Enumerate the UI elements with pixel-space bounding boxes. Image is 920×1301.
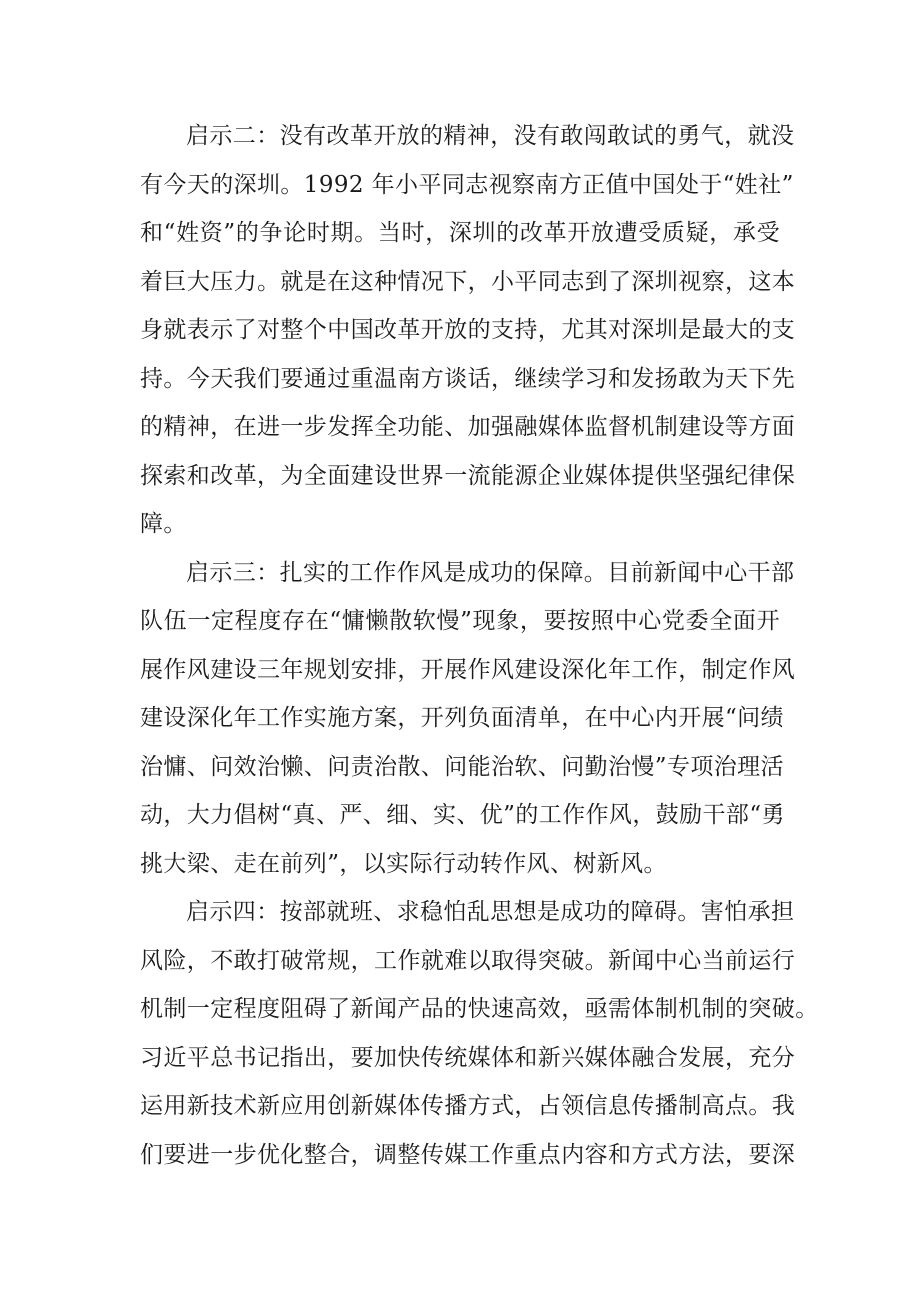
paragraph-line: 探索和改革，为全面建设世界一流能源企业媒体提供坚强纪律保 — [140, 462, 796, 489]
paragraph-insight-two — [140, 112, 796, 549]
paragraph-insight-three — [140, 549, 796, 889]
paragraph-line: 动，大力倡树“真、严、细、实、优”的工作作风，鼓励干部“勇 — [140, 802, 785, 828]
paragraph-line: 启示四：按部就班、求稳怕乱思想是成功的障碍。害怕承担 — [186, 899, 795, 925]
paragraph-line: 身就表示了对整个中国改革开放的支持，尤其对深圳是最大的支 — [140, 317, 796, 343]
paragraph-line: 挑大梁、走在前列”，以实际行动转作风、树新风。 — [140, 850, 667, 877]
paragraph-line: 习近平总书记指出，要加快传统媒体和新兴媒体融合发展，充分 — [140, 1044, 796, 1071]
paragraph-line: 启示二：没有改革开放的精神，没有敢闯敢试的勇气，就没 — [186, 123, 795, 149]
paragraph-line: 治慵、问效治懒、问责治散、问能治软、问勤治慢”专项治理活 — [140, 753, 784, 780]
paragraph-line: 队伍一定程度存在“慵懒散软慢”现象，要按照中心党委全面开 — [140, 608, 780, 634]
paragraph-line: 风险，不敢打破常规，工作就难以取得突破。新闻中心当前运行 — [140, 947, 796, 974]
paragraph-line: 启示三：扎实的工作作风是成功的保障。目前新闻中心干部 — [186, 559, 795, 586]
paragraph-line: 运用新技术新应用创新媒体传播方式，占领信息传播制高点。我 — [140, 1093, 796, 1119]
paragraph-line: 机制一定程度阻碍了新闻产品的快速高效，亟需体制机制的突破。 — [140, 996, 819, 1022]
paragraph-line: 有今天的深圳。1992 年小平同志视察南方正值中国处于“姓社” — [140, 171, 794, 198]
paragraph-line: 着巨大压力。就是在这种情况下，小平同志到了深圳视察，这本 — [140, 268, 796, 295]
paragraph-line: 建设深化年工作实施方案，开列负面清单，在中心内开展“问绩 — [140, 705, 784, 731]
paragraph-line: 持。今天我们要通过重温南方谈话，继续学习和发扬敢为天下先 — [140, 365, 796, 392]
paragraph-insight-four — [140, 888, 819, 1179]
paragraph-line: 展作风建设三年规划安排，开展作风建设深化年工作，制定作风 — [140, 656, 796, 683]
paragraph-line: 和“姓资”的争论时期。当时，深圳的改革开放遭受质疑，承受 — [140, 220, 780, 246]
paragraph-line: 障。 — [140, 511, 187, 537]
paragraph-line: 的精神，在进一步发挥全功能、加强融媒体监督机制建设等方面 — [140, 414, 796, 440]
document-body — [140, 112, 819, 1179]
paragraph-line: 们要进一步优化整合，调整传媒工作重点内容和方式方法，要深 — [140, 1141, 796, 1168]
